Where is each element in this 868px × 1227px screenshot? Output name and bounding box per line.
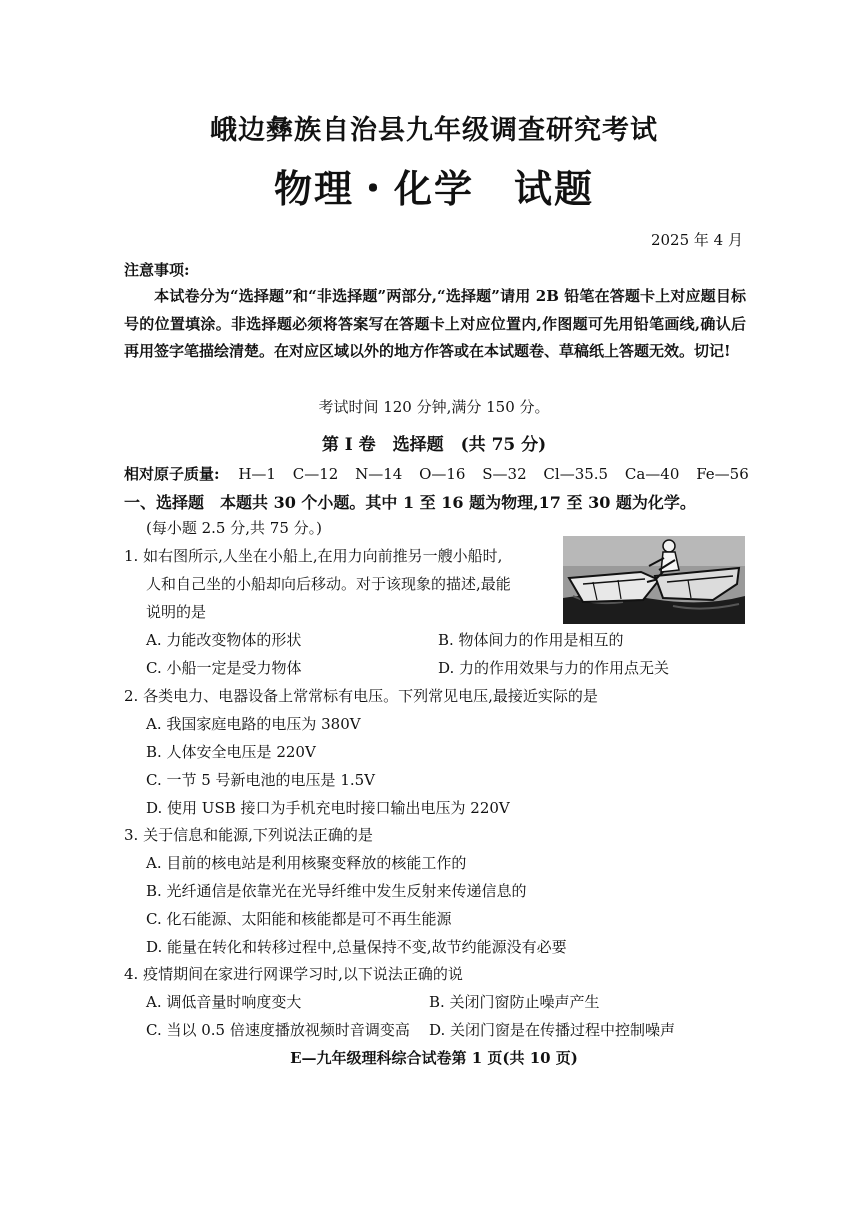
atomic-mass-item: Cl—35.5: [543, 465, 609, 483]
atomic-mass-item: Fe—56: [696, 465, 749, 483]
atomic-mass-item: N—14: [355, 465, 403, 483]
atomic-mass-item: S—32: [482, 465, 527, 483]
section-note: (每小题 2.5 分,共 75 分。): [146, 519, 322, 537]
atomic-mass-item: Ca—40: [624, 465, 680, 483]
page-footer: E—九年级理科综合试卷第 1 页(共 10 页): [290, 1049, 578, 1067]
question-2-option-a: A. 我国家庭电路的电压为 380V: [146, 715, 361, 733]
question-3-option-b: B. 光纤通信是依靠光在光导纤维中发生反射来传递信息的: [146, 882, 527, 900]
question-3-option-a: A. 目前的核电站是利用核聚变释放的核能工作的: [146, 854, 467, 872]
question-1-option-d: D. 力的作用效果与力的作用点无关: [438, 659, 670, 677]
front-boat: [569, 572, 659, 602]
question-4-option-b: B. 关闭门窗防止噪声产生: [429, 993, 600, 1011]
atomic-mass-line: [124, 463, 749, 484]
exam-time: 考试时间 120 分钟,满分 150 分。: [318, 398, 550, 416]
question-1-stem-line: 1. 如右图所示,人坐在小船上,在用力向前推另一艘小船时,: [124, 547, 503, 565]
question-1-option-c: C. 小船一定是受力物体: [146, 659, 302, 677]
question-4-option-c: C. 当以 0.5 倍速度播放视频时音调变高: [146, 1021, 410, 1039]
subject-title: 物理・化学 试题: [273, 166, 594, 211]
section-title: 一、选择题 本题共 30 个小题。其中 1 至 16 题为物理,17 至 30 题为化学。: [124, 493, 696, 512]
atomic-mass-item: H—1: [238, 465, 276, 483]
notice-body: [124, 283, 746, 366]
notice-text: 本试卷分为“选择题”和“非选择题”两部分,“选择题”请用 2B 铅笔在答题卡上对应题目标号的位置填涂。非选择题必须将答案写在答题卡上对应位置内,作图题可先用铅笔画线,确认后再用签字笔描绘清楚。在对应区域以外的地方作答或在本试题卷、草稿纸上答题无效。切记!: [124, 287, 746, 360]
part-title: 第 I 卷 选择题 (共 75 分): [321, 435, 547, 455]
question-2-stem: 2. 各类电力、电器设备上常常标有电压。下列常见电压,最接近实际的是: [124, 687, 598, 705]
exam-date: 2025 年 4 月: [650, 231, 743, 249]
question-3-option-d: D. 能量在转化和转移过程中,总量保持不变,故节约能源没有必要: [146, 938, 567, 956]
question-3-option-c: C. 化石能源、太阳能和核能都是可不再生能源: [146, 910, 452, 928]
question-3-stem: 3. 关于信息和能源,下列说法正确的是: [124, 826, 373, 844]
atomic-mass-label: 相对原子质量:: [124, 465, 220, 483]
exam-title: 峨边彝族自治县九年级调查研究考试: [210, 115, 658, 146]
question-1-option-b: B. 物体间力的作用是相互的: [438, 631, 624, 649]
boat-illustration: [563, 536, 745, 624]
notice-heading: 注意事项:: [124, 261, 190, 279]
question-1-stem-line: 人和自己坐的小船却向后移动。对于该现象的描述,最能: [146, 575, 511, 593]
atomic-mass-item: C—12: [292, 465, 339, 483]
question-1-option-a: A. 力能改变物体的形状: [146, 631, 302, 649]
question-1-stem-line: 说明的是: [146, 603, 207, 621]
atomic-mass-item: O—16: [419, 465, 466, 483]
question-2-option-d: D. 使用 USB 接口为手机充电时接口输出电压为 220V: [146, 799, 510, 817]
question-4-option-a: A. 调低音量时响度变大: [146, 993, 302, 1011]
question-2-option-c: C. 一节 5 号新电池的电压是 1.5V: [146, 771, 376, 789]
question-4-option-d: D. 关闭门窗是在传播过程中控制噪声: [429, 1021, 676, 1039]
question-2-option-b: B. 人体安全电压是 220V: [146, 743, 316, 761]
question-4-stem: 4. 疫情期间在家进行网课学习时,以下说法正确的说: [124, 965, 463, 983]
